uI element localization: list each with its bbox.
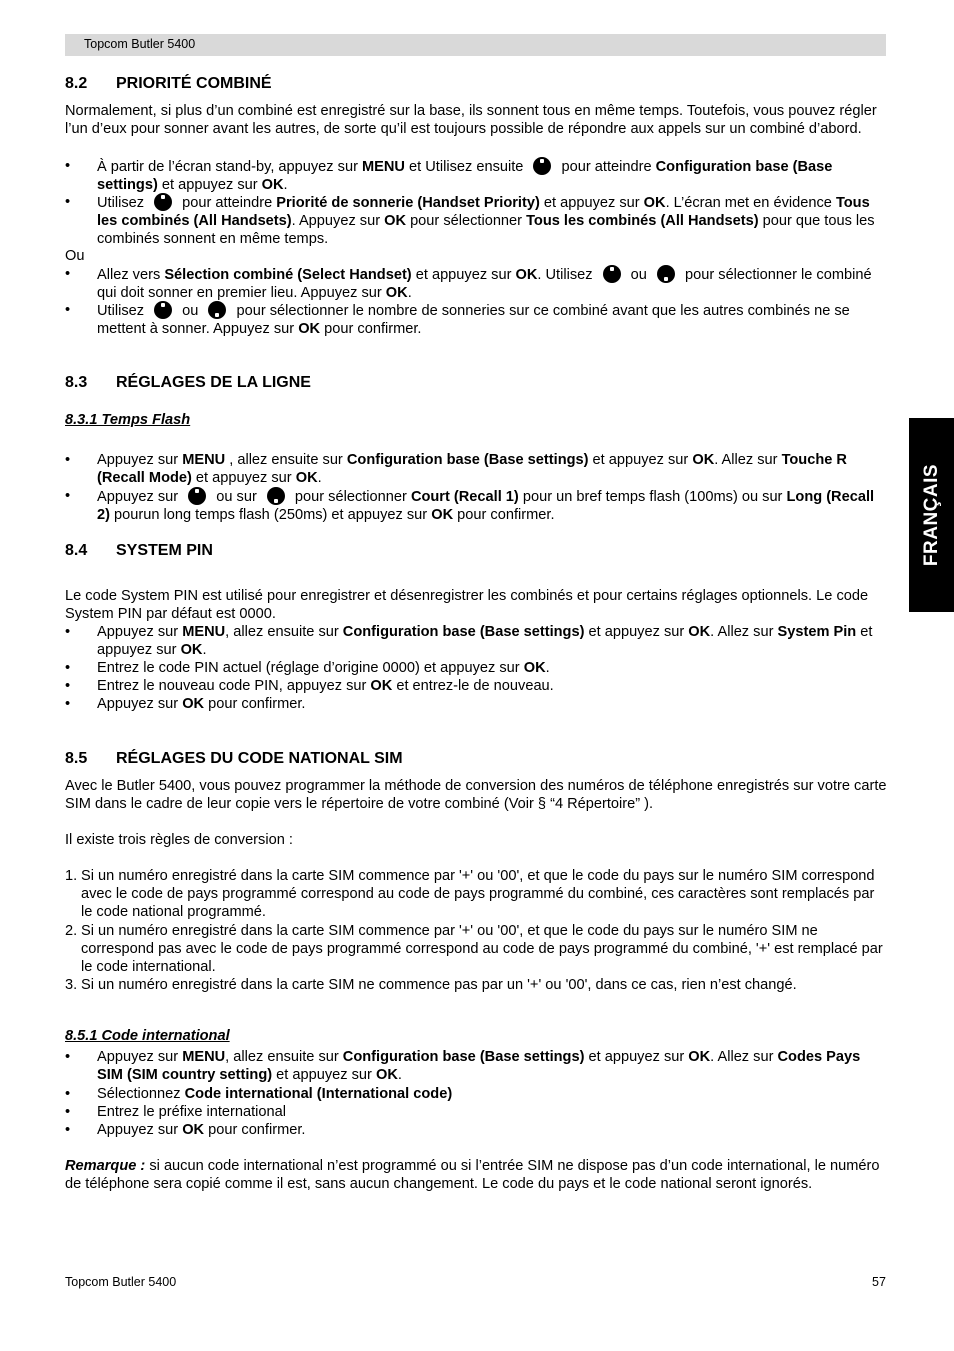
list-item: • Utilisez pour atteindre Priorité de sonnerie (Handset Priority) et appuyez sur OK. L’écran met en évidence Tous les combinés (All Handsets). Appuyez sur OK pour sélectionner Tous les combinés (All Handsets) pour que tous les combinés sonnent en même temps. <box>65 194 875 247</box>
list-item: • Appuyez sur OK pour confirmer. <box>65 696 306 712</box>
numbered-item: 2. Si un numéro enregistré dans la carte SIM commence par '+' ou '00', et que le code du pays sur le numéro SIM ne correspond pas avec le code de pays programmé correspond au code de pays programmé du combiné, '+' est remplacé par le code international. <box>65 923 883 975</box>
list-item: • À partir de l’écran stand-by, appuyez sur MENU et Utilisez ensuite pour atteindre Configuration base (Base settings) et appuyez sur OK. <box>65 158 833 193</box>
list-item: • Appuyez sur MENU, allez ensuite sur Configuration base (Base settings) et appuyez sur OK. Allez sur Codes Pays SIM (SIM country setting) et appuyez sur OK. <box>65 1049 861 1083</box>
nav-up-icon <box>188 487 206 505</box>
paragraph: Le code System PIN est utilisé pour enregistrer et désenregistrer les combinés et pour certains réglages optionnels. Le code System PIN par défaut est 0000. <box>65 588 869 622</box>
nav-up-icon <box>154 193 172 211</box>
nav-up-icon <box>154 301 172 319</box>
nav-down-icon <box>267 487 285 505</box>
list-item: • Appuyez sur MENU, allez ensuite sur Configuration base (Base settings) et appuyez sur OK. Allez sur System Pin et appuyez sur OK. <box>65 624 873 658</box>
nav-up-icon <box>603 265 621 283</box>
subsection-heading: 8.3.1 Temps Flash <box>65 412 191 428</box>
nav-down-icon <box>208 301 226 319</box>
list-item: • Entrez le préfixe international <box>65 1104 287 1120</box>
section-heading-8-3: 8.3 RÉGLAGES DE LA LIGNE <box>65 374 311 391</box>
remark: Remarque : si aucun code international n’est programmé ou si l’entrée SIM ne dispose pas d’un code international, le numéro de téléphone sera copié comme il est, sans aucun changement. Le code du pays et le code national seront ignorés. <box>65 1158 880 1192</box>
language-tab-label: FRANÇAIS <box>920 463 942 567</box>
section-heading-8-2: 8.2 PRIORITÉ COMBINÉ <box>65 75 272 92</box>
footer-title: Topcom Butler 5400 <box>65 1275 177 1289</box>
list-item: • Appuyez sur ou sur pour sélectionner Court (Recall 1) pour un bref temps flash (100ms) ou sur Long (Recall 2) pourun long temps flash (250ms) et appuyez sur OK pour confirmer. <box>65 488 875 523</box>
list-item: • Allez vers Sélection combiné (Select Handset) et appuyez sur OK. Utilisez ou pour sélectionner le combiné qui doit sonner en premier lieu. Appuyez sur OK. <box>65 266 872 301</box>
section-heading-8-5: 8.5 RÉGLAGES DU CODE NATIONAL SIM <box>65 750 403 767</box>
nav-up-icon <box>533 157 551 175</box>
page-header <box>65 34 886 56</box>
list-item: • Appuyez sur MENU , allez ensuite sur Configuration base (Base settings) et appuyez sur OK. Allez sur Touche R (Recall Mode) et appuyez sur OK. <box>65 452 847 486</box>
list-item: • Sélectionnez Code international (International code) <box>65 1086 453 1102</box>
section-heading-8-4: 8.4 SYSTEM PIN <box>65 542 213 559</box>
list-item: • Utilisez ou pour sélectionner le nombre de sonneries sur ce combiné avant que les autres combinés ne se mettent à sonner. Appuyez sur OK pour confirmer. <box>65 302 850 337</box>
nav-down-icon <box>657 265 675 283</box>
paragraph: Ou <box>65 248 85 264</box>
subsection-heading: 8.5.1 Code international <box>65 1028 230 1044</box>
page-number: 57 <box>872 1275 886 1289</box>
header-title: Topcom Butler 5400 <box>84 37 196 51</box>
numbered-item: 1. Si un numéro enregistré dans la carte SIM commence par '+' ou '00', et que le code du pays sur le numéro SIM correspond avec le code de pays programmé correspond au code de pays programmé du combiné, ces caractères sont remplacés par le code national programmé. <box>65 868 875 920</box>
list-item: • Entrez le nouveau code PIN, appuyez sur OK et entrez-le de nouveau. <box>65 678 554 694</box>
numbered-item: 3. Si un numéro enregistré dans la carte SIM ne commence pas par un '+' ou '00', dans ce cas, rien n’est changé. <box>65 977 797 993</box>
paragraph: Il existe trois règles de conversion : <box>65 832 293 848</box>
language-tab <box>909 418 954 612</box>
list-item: • Appuyez sur OK pour confirmer. <box>65 1122 306 1138</box>
list-item: • Entrez le code PIN actuel (réglage d’origine 0000) et appuyez sur OK. <box>65 660 550 676</box>
paragraph: Avec le Butler 5400, vous pouvez programmer la méthode de conversion des numéros de téléphone enregistrés sur votre carte SIM dans le cadre de leur copie vers le répertoire de votre combiné (Voir § “4 Répertoire” ). <box>65 778 887 812</box>
paragraph: Normalement, si plus d’un combiné est enregistré sur la base, ils sonnent tous en même temps. Toutefois, vous pouvez régler l’un d’eux pour sonner avant les autres, de sorte qu’il est toujours possible de répondre aux appels sur un combiné d’abord. <box>65 103 877 137</box>
